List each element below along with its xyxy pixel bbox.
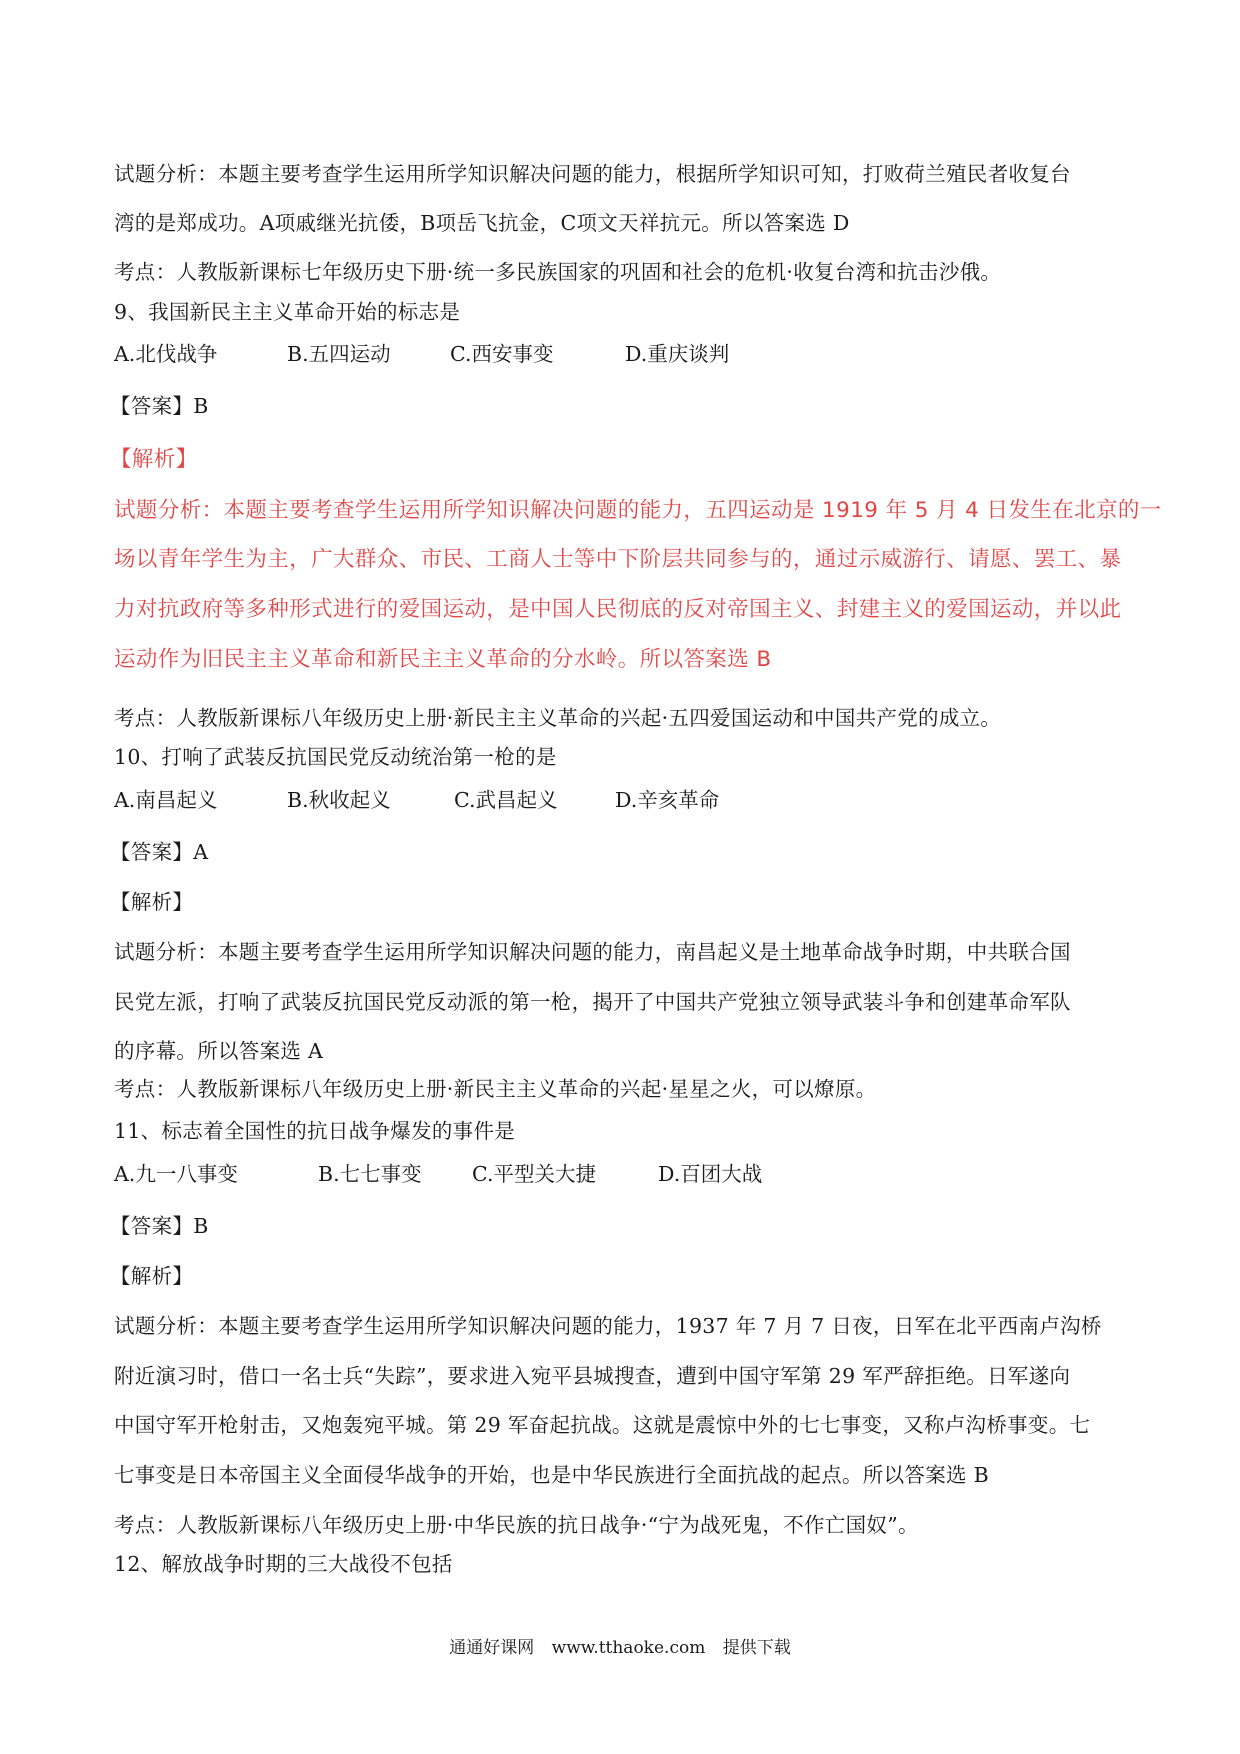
q10-option-b: B.秋收起义 — [287, 788, 391, 812]
analysis-q9-line-3: 力对抗政府等多种形式进行的爱国运动，是中国人民彻底的反对帝国主义、封建主义的爱国运动，并以此 — [114, 597, 1122, 622]
footer-suffix: 提供下载 — [722, 1638, 791, 1658]
analysis-q11-line-2: 附近演习时，借口一名士兵“失踪”，要求进入宛平县城搜查，遭到中国守军第 29 军严辞拒绝。日军遂向 — [114, 1364, 1071, 1388]
question-9: 9、我国新民主主义革命开始的标志是 — [114, 300, 461, 324]
jiexi-q11-heading: 【解析】 — [110, 1264, 194, 1288]
kaodian-q11: 考点：人教版新课标八年级历史上册·中华民族的抗日战争·“宁为战死鬼，不作亡国奴”。 — [114, 1513, 919, 1537]
kaodian-q10: 考点：人教版新课标八年级历史上册·新民主主义革命的兴起·星星之火，可以燎原。 — [114, 1077, 877, 1101]
question-12: 12、解放战争时期的三大战役不包括 — [114, 1552, 453, 1576]
analysis-q11-line-3: 中国守军开枪射击，又炮轰宛平城。第 29 军奋起抗战。这就是震惊中外的七七事变，又称卢沟桥事变。七 — [114, 1413, 1091, 1437]
q9-option-a: A.北伐战争 — [114, 342, 218, 366]
answer-q10: 【答案】A — [110, 840, 209, 864]
footer-url[interactable]: www.tthaoke.com — [551, 1638, 706, 1658]
q9-option-c: C.西安事变 — [450, 342, 554, 366]
q10-option-c: C.武昌起义 — [454, 788, 558, 812]
analysis-q9-line-1: 试题分析：本题主要考查学生运用所学知识解决问题的能力，五四运动是 1919 年 5 月 4 日发生在北京的一 — [114, 498, 1162, 523]
q9-option-d: D.重庆谈判 — [625, 342, 730, 366]
q10-option-d: D.辛亥革命 — [615, 788, 720, 812]
q11-option-b: B.七七事变 — [318, 1162, 422, 1186]
kaodian-q9: 考点：人教版新课标八年级历史上册·新民主主义革命的兴起·五四爱国运动和中国共产党的成立。 — [114, 706, 1002, 730]
analysis-q8-line-2: 湾的是郑成功。A项戚继光抗倭，B项岳飞抗金，C项文天祥抗元。所以答案选 D — [114, 211, 850, 235]
footer-site-name: 通通好课网 — [449, 1638, 535, 1658]
analysis-q11-line-4: 七事变是日本帝国主义全面侵华战争的开始，也是中华民族进行全面抗战的起点。所以答案选 B — [114, 1463, 989, 1487]
answer-q11: 【答案】B — [110, 1214, 209, 1238]
analysis-q9-line-2: 场以青年学生为主，广大群众、市民、工商人士等中下阶层共同参与的，通过示威游行、请愿、罢工、暴 — [114, 547, 1122, 572]
q9-option-b: B.五四运动 — [287, 342, 391, 366]
q10-option-a: A.南昌起义 — [114, 788, 218, 812]
analysis-q10-line-3: 的序幕。所以答案选 A — [114, 1039, 324, 1063]
answer-q9: 【答案】B — [110, 394, 209, 418]
analysis-q10-line-1: 试题分析：本题主要考查学生运用所学知识解决问题的能力，南昌起义是土地革命战争时期，中共联合国 — [114, 940, 1071, 964]
q11-option-c: C.平型关大捷 — [472, 1162, 596, 1186]
kaodian-q8: 考点：人教版新课标七年级历史下册·统一多民族国家的巩固和社会的危机·收复台湾和抗击沙俄。 — [114, 260, 1002, 284]
analysis-q9-line-4: 运动作为旧民主主义革命和新民主主义革命的分水岭。所以答案选 B — [114, 647, 772, 672]
analysis-q8-line-1: 试题分析：本题主要考查学生运用所学知识解决问题的能力，根据所学知识可知，打败荷兰殖民者收复台 — [114, 162, 1071, 186]
analysis-q10-line-2: 民党左派，打响了武装反抗国民党反动派的第一枪，揭开了中国共产党独立领导武装斗争和创建革命军队 — [114, 990, 1071, 1014]
question-10: 10、打响了武装反抗国民党反动统治第一枪的是 — [114, 745, 557, 769]
q11-option-a: A.九一八事变 — [114, 1162, 238, 1186]
analysis-q11-line-1: 试题分析：本题主要考查学生运用所学知识解决问题的能力，1937 年 7 月 7 日夜，日军在北平西南卢沟桥 — [114, 1314, 1102, 1338]
page-footer — [0, 1636, 1240, 1660]
q11-option-d: D.百团大战 — [658, 1162, 763, 1186]
question-11: 11、标志着全国性的抗日战争爆发的事件是 — [114, 1119, 516, 1143]
jiexi-q10-heading: 【解析】 — [110, 890, 194, 914]
jiexi-q9-heading: 【解析】 — [110, 447, 198, 472]
